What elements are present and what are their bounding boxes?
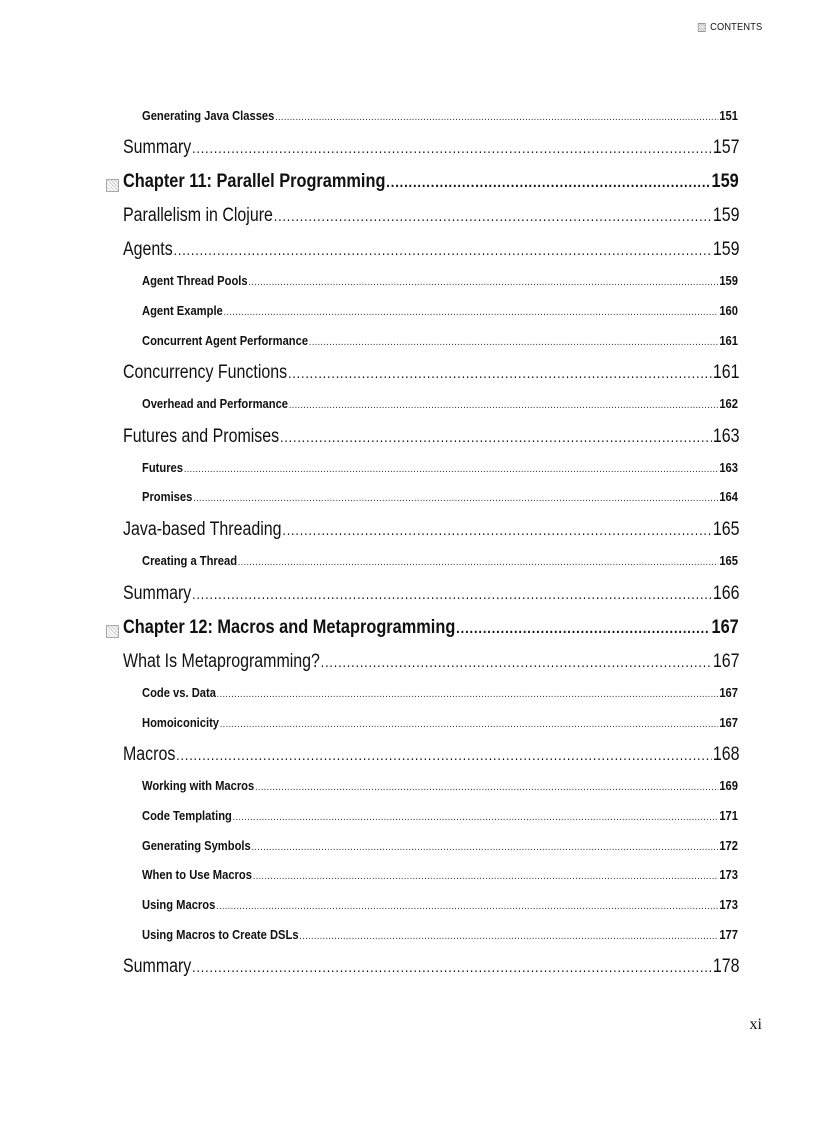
- dot-leader: [233, 812, 719, 823]
- toc-entry-page: 159: [711, 171, 739, 192]
- toc-entry-title: Summary: [123, 956, 192, 977]
- toc-entry[interactable]: [123, 651, 740, 673]
- toc-entry-title: Summary: [123, 583, 192, 604]
- toc-entry[interactable]: [142, 333, 738, 348]
- toc-entry-page: 167: [712, 651, 740, 672]
- dot-leader: [252, 842, 719, 853]
- toc-entry[interactable]: [142, 273, 738, 288]
- toc-entry-title: Using Macros to Create DSLs: [142, 927, 299, 942]
- toc-entry[interactable]: [142, 715, 738, 730]
- dot-leader: [174, 242, 713, 259]
- toc-entry-page: 163: [712, 426, 740, 447]
- toc-entry[interactable]: [142, 303, 738, 318]
- toc-entry-title: Agents: [123, 239, 173, 260]
- toc-entry-page: 166: [712, 583, 740, 604]
- toc-entry[interactable]: [123, 519, 740, 541]
- toc-entry-title: Generating Symbols: [142, 838, 251, 853]
- dot-leader: [274, 208, 712, 225]
- dot-leader: [216, 901, 718, 912]
- running-head: [697, 21, 762, 33]
- dot-leader: [456, 620, 710, 637]
- toc-entry-page: 177: [719, 927, 738, 942]
- toc-entry[interactable]: [142, 897, 738, 912]
- toc-entry[interactable]: [142, 685, 738, 700]
- toc-entry-page: 165: [712, 519, 740, 540]
- dot-leader: [192, 959, 712, 976]
- toc-entry-title: Macros: [123, 744, 176, 765]
- toc-entry-page: 178: [712, 956, 740, 977]
- toc-entry[interactable]: [142, 108, 738, 123]
- toc-entry-page: 161: [712, 362, 740, 383]
- toc-entry-page: 159: [719, 273, 738, 288]
- dot-leader: [299, 931, 718, 942]
- dot-leader: [386, 174, 710, 191]
- toc-entry-title: Futures and Promises: [123, 426, 280, 447]
- toc-entry-page: 159: [712, 205, 740, 226]
- toc-entry-page: 151: [719, 108, 738, 123]
- dot-leader: [289, 400, 719, 411]
- toc-entry-title: When to Use Macros: [142, 867, 252, 882]
- toc-entry-title: Creating a Thread: [142, 553, 238, 568]
- dot-leader: [184, 464, 719, 475]
- toc-entry-title: Agent Thread Pools: [142, 273, 248, 288]
- dot-leader: [193, 493, 718, 504]
- toc-entry-page: 173: [719, 867, 738, 882]
- toc-entry-page: 167: [719, 715, 738, 730]
- toc-entry-title: Working with Macros: [142, 778, 255, 793]
- toc-entry-title: Generating Java Classes: [142, 108, 275, 123]
- dot-leader: [288, 365, 712, 382]
- toc-entry-page: 171: [719, 808, 738, 823]
- toc-entry-page: 165: [719, 553, 738, 568]
- toc-entry[interactable]: [142, 460, 738, 475]
- toc-entry-title: Concurrent Agent Performance: [142, 333, 309, 348]
- toc-entry[interactable]: [142, 838, 738, 853]
- dot-leader: [275, 112, 718, 123]
- toc-entry-page: 173: [719, 897, 738, 912]
- toc-entry-page: 168: [712, 744, 740, 765]
- toc-entry-title: Futures: [142, 460, 183, 475]
- toc-entry-page: 161: [719, 333, 738, 348]
- toc-entry[interactable]: [142, 396, 738, 411]
- toc-entry[interactable]: [142, 778, 738, 793]
- dot-leader: [192, 586, 712, 603]
- toc-entry[interactable]: [142, 808, 738, 823]
- toc-entry-title: Overhead and Performance: [142, 396, 289, 411]
- toc-entry[interactable]: [142, 927, 738, 942]
- toc-entry[interactable]: [123, 744, 740, 766]
- toc-entry[interactable]: [123, 362, 740, 384]
- toc-entry-page: 172: [719, 838, 738, 853]
- toc-entry[interactable]: [123, 137, 740, 159]
- page-number: xi: [749, 1016, 762, 1033]
- toc-entry[interactable]: [142, 553, 738, 568]
- toc-entry[interactable]: [123, 956, 740, 978]
- dot-leader: [253, 871, 719, 882]
- dot-leader: [217, 689, 719, 700]
- toc-entry-title: Summary: [123, 137, 192, 158]
- toc-entry-title: Chapter 12: Macros and Metaprogramming: [123, 617, 456, 638]
- dot-leader: [176, 747, 712, 764]
- dot-leader: [309, 337, 719, 348]
- chapter-marker-icon: [106, 179, 119, 192]
- dot-leader: [224, 307, 719, 318]
- toc-entry-title: Promises: [142, 489, 193, 504]
- toc-entry-page: 167: [719, 685, 738, 700]
- toc-entry-title: Chapter 11: Parallel Programming: [123, 171, 386, 192]
- toc-entry-page: 169: [719, 778, 738, 793]
- toc-entry[interactable]: [123, 239, 740, 261]
- toc-entry[interactable]: [123, 583, 740, 605]
- toc-entry-page: 163: [719, 460, 738, 475]
- toc-entry-page: 162: [719, 396, 738, 411]
- toc-entry-page: 160: [719, 303, 738, 318]
- toc-entry-title: Code Templating: [142, 808, 232, 823]
- toc-chapter-entry[interactable]: [123, 617, 739, 639]
- dot-leader: [192, 140, 712, 157]
- dot-leader: [255, 782, 718, 793]
- section-marker-icon: [697, 23, 705, 32]
- toc-entry[interactable]: [123, 426, 740, 448]
- dot-leader: [220, 719, 719, 730]
- toc-entry-title: Java-based Threading: [123, 519, 282, 540]
- dot-leader: [282, 522, 712, 539]
- toc-entry-page: 167: [711, 617, 739, 638]
- dot-leader: [248, 277, 718, 288]
- toc-entry-title: Agent Example: [142, 303, 223, 318]
- toc-entry-title: Parallelism in Clojure: [123, 205, 273, 226]
- toc-entry[interactable]: [123, 205, 740, 227]
- toc-entry-title: Homoiconicity: [142, 715, 220, 730]
- toc-entry[interactable]: [142, 867, 738, 882]
- toc-entry-title: What Is Metaprogramming?: [123, 651, 320, 672]
- toc-entry-page: 157: [712, 137, 740, 158]
- toc-chapter-entry[interactable]: [123, 171, 739, 193]
- toc-entry-page: 164: [719, 489, 738, 504]
- chapter-marker-icon: [106, 625, 119, 638]
- toc-entry-title: Code vs. Data: [142, 685, 216, 700]
- dot-leader: [321, 654, 712, 671]
- dot-leader: [238, 557, 719, 568]
- toc-entry-page: 159: [712, 239, 740, 260]
- toc-entry-title: Concurrency Functions: [123, 362, 288, 383]
- toc-entry-title: Using Macros: [142, 897, 216, 912]
- toc-entry[interactable]: [142, 489, 738, 504]
- dot-leader: [280, 429, 712, 446]
- running-head-label: CONTENTS: [709, 21, 762, 33]
